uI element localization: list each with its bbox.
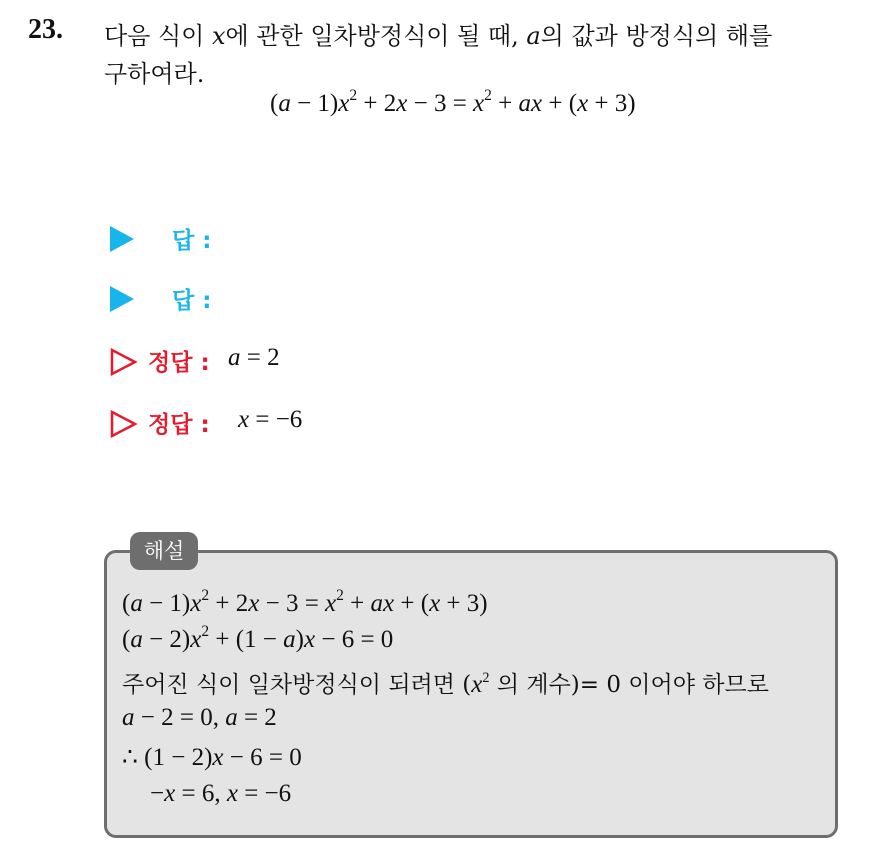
correct-answer-label: 정답 : xyxy=(148,350,210,376)
correct-answer-value: a = 2 xyxy=(228,344,280,371)
solution-line-3: 주어진 식이 일차방정식이 되려면 ($x^2$ 의 계수)= 0 이어야 하므로 xyxy=(122,670,769,698)
answer-label: 답 : xyxy=(172,288,212,314)
question-text-line2: 구하여라. xyxy=(104,60,205,88)
solution-tab-label: 해설 xyxy=(130,532,198,570)
answer-label: 답 : xyxy=(172,228,212,254)
correct-answer-row-2 xyxy=(110,406,370,442)
question-text-line1: 다음 식이 x에 관한 일차방정식이 될 때, a의 값과 방정식의 해를 xyxy=(104,22,773,50)
question-number: 23. xyxy=(28,14,63,45)
solution-line-6: −x = 6, x = −6 xyxy=(150,780,292,807)
outline-triangle-icon xyxy=(110,410,138,438)
solution-line-1: $(a - 1)x^2 + 2x - 3 = x^2$ + ax + (x + 3) xyxy=(122,587,488,617)
solution-line-4: a − 2 = 0, a = 2 xyxy=(122,704,277,731)
correct-answer-label: 정답 : xyxy=(148,412,210,438)
question-equation: $(a - 1)x^2 + 2x - 3 = x^2$ + ax + (x + 3) xyxy=(270,87,636,117)
correct-answer-value: x = −6 xyxy=(238,406,303,433)
answer-blank-row-1[interactable] xyxy=(110,222,310,258)
play-triangle-icon xyxy=(110,226,134,252)
correct-answer-row-1 xyxy=(110,344,370,380)
outline-triangle-icon xyxy=(110,348,138,376)
answer-blank-row-2[interactable] xyxy=(110,282,310,318)
solution-line-2: $(a - 2)x^2 + (1 - a)x - 6 = 0$ xyxy=(122,623,394,653)
play-triangle-icon xyxy=(110,286,134,312)
solution-line-5: ∴ (1 − 2)x − 6 = 0 xyxy=(122,744,302,771)
